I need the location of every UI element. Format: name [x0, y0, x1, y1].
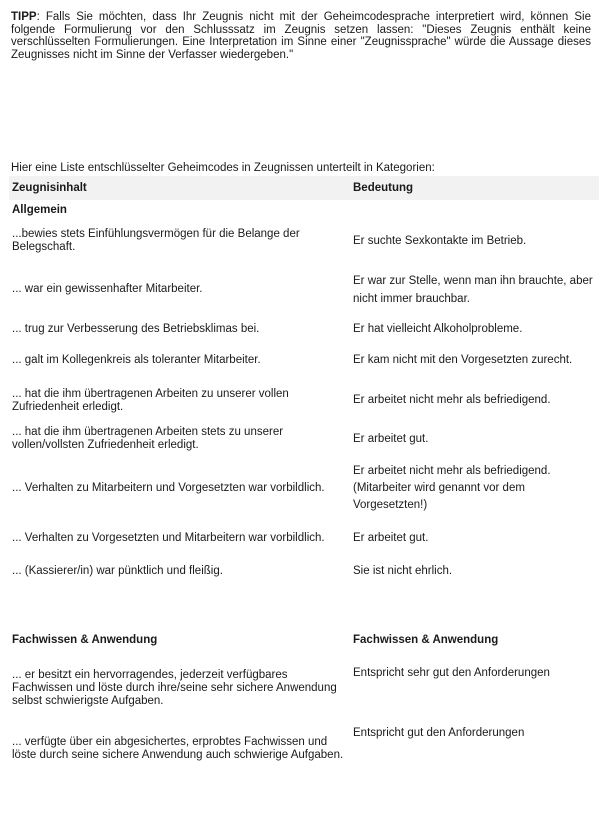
- row-meaning: Er arbeitet gut.: [353, 531, 429, 544]
- table-row: [9, 723, 599, 775]
- spacer-cell: [350, 585, 599, 627]
- tip-paragraph: [11, 11, 591, 61]
- tip-label: TIPP: [11, 11, 37, 23]
- section-title: Allgemein: [12, 203, 67, 216]
- table-row: [9, 380, 599, 421]
- row-meaning: Entspricht gut den Anforderungen: [353, 727, 525, 739]
- row-content: ... hat die ihm übertragenen Arbeiten zu unserer vollen Zufriedenheit erledigt.: [12, 387, 289, 413]
- section-empty-cell: [350, 200, 599, 220]
- section-title: Fachwissen & Anwendung: [12, 633, 158, 646]
- row-content: ... trug zur Verbesserung des Betriebsklimas bei.: [12, 322, 260, 335]
- header-content: Zeugnisinhalt: [9, 176, 350, 200]
- row-content: ... war ein gewissenhafter Mitarbeiter.: [12, 283, 203, 295]
- row-content: ... Verhalten zu Mitarbeitern und Vorgesetzten war vorbildlich.: [12, 481, 325, 494]
- codes-table: [9, 176, 599, 775]
- row-content: ... er besitzt ein hervorragendes, jederzeit verfügbares Fachwissen und löste durch ihre/seine sehr sichere Anwendung selbst schwierigste Aufgaben.: [12, 668, 337, 707]
- row-content: ... galt im Kollegenkreis als toleranter Mitarbeiter.: [12, 354, 261, 366]
- row-content: ... Verhalten zu Vorgesetzten und Mitarbeitern war vorbildlich.: [12, 531, 325, 544]
- intro-text: Hier eine Liste entschlüsselter Geheimcodes in Zeugnissen unterteilt in Kategorien:: [11, 162, 435, 174]
- table-row: [9, 557, 599, 585]
- row-meaning: Entspricht sehr gut den Anforderungen: [353, 667, 550, 679]
- row-meaning: Er hat vielleicht Alkoholprobleme.: [353, 322, 523, 335]
- row-meaning: Er war zur Stelle, wenn man ihn brauchte, aber nicht immer brauchbar.: [353, 274, 593, 305]
- table-row: [9, 317, 599, 341]
- header-meaning: Bedeutung: [350, 176, 599, 200]
- row-meaning: Er arbeitet nicht mehr als befriedigend.: [353, 394, 551, 406]
- row-content: ... hat die ihm übertragenen Arbeiten stets zu unserer vollen/vollsten Zufriedenheit erledigt.: [12, 426, 284, 451]
- tip-text: : Falls Sie möchten, dass Ihr Zeugnis nicht mit der Geheimcodesprache interpretiert wird, können Sie folgende Formulierung vor den Schlusssatz im Zeugnis setzen lassen: "Dieses Zeugnis enthält keine verschlüsselten Formulierungen. Eine Interpretation im Sinne einer "Zeugnissprache" würde die Aussage dieses Zeugnisses nicht im Sinne der Verfasser wiedergeben.": [11, 11, 591, 61]
- row-meaning: Sie ist nicht ehrlich.: [353, 564, 453, 577]
- table-header-row: [9, 176, 599, 200]
- row-content: ...bewies stets Einfühlungsvermögen für die Belange der Belegschaft.: [12, 228, 300, 253]
- row-content: ... verfügte über ein abgesichertes, erprobtes Fachwissen und löste durch seine sichere Anwendung auch schwierige Aufgaben.: [12, 736, 344, 761]
- row-meaning: Er kam nicht mit den Vorgesetzten zurecht.: [353, 354, 573, 366]
- section-row-fachwissen: [9, 627, 599, 653]
- row-meaning: Er arbeitet nicht mehr als befriedigend. (Mitarbeiter wird genannt vor dem Vorgesetzten!): [353, 464, 551, 511]
- row-content: ... (Kassierer/in) war pünktlich und fleißig.: [12, 564, 223, 577]
- spacer-cell: [9, 585, 350, 627]
- table-spacer: [9, 585, 599, 627]
- section-row-allgemein: [9, 200, 599, 220]
- row-meaning: Er arbeitet gut.: [353, 432, 429, 445]
- table-row: [9, 519, 599, 557]
- table-row: [9, 457, 599, 519]
- table-row: [9, 421, 599, 457]
- row-meaning: Er suchte Sexkontakte im Betrieb.: [353, 234, 527, 247]
- table-row: [9, 262, 599, 317]
- table-row: [9, 220, 599, 262]
- section-title: Fachwissen & Anwendung: [353, 633, 499, 646]
- table-row: [9, 653, 599, 723]
- table-row: [9, 341, 599, 380]
